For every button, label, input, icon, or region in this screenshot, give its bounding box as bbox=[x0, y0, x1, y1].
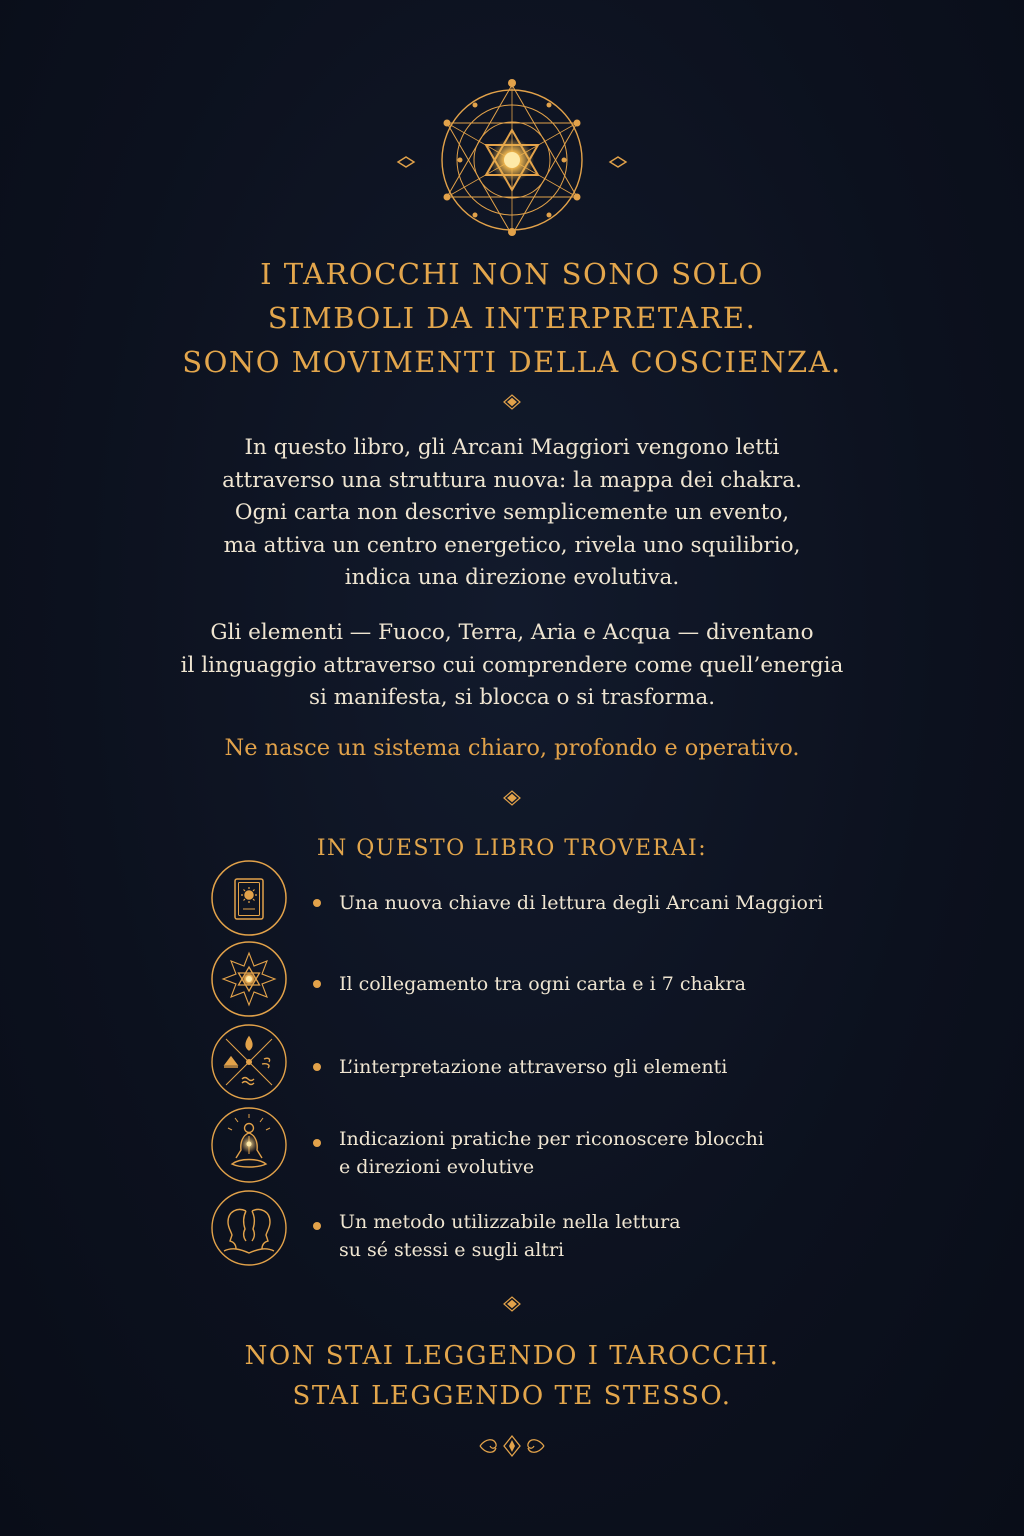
intro-paragraph-2-line: il linguaggio attraverso cui comprendere come quell’energia bbox=[180, 652, 844, 678]
bullet-dot bbox=[313, 1222, 321, 1230]
headline-line-3: SONO MOVIMENTI DELLA COSCIENZA. bbox=[182, 345, 842, 379]
chakra-star-icon bbox=[210, 940, 288, 1018]
ornamental-divider bbox=[0, 1294, 1024, 1314]
ornamental-divider bbox=[0, 788, 1024, 808]
list-item-line: su sé stessi e sugli altri bbox=[339, 1239, 565, 1261]
bullet-dot bbox=[313, 899, 321, 907]
bullet-dot bbox=[313, 1139, 321, 1147]
list-item-text: L’interpretazione attraverso gli elementi bbox=[339, 1056, 728, 1078]
list-item-line: Indicazioni pratiche per riconoscere blocchi bbox=[339, 1128, 764, 1150]
list-item bbox=[210, 940, 850, 1020]
intro-highlight: Ne nasce un sistema chiaro, profondo e operativo. bbox=[224, 735, 800, 761]
headline bbox=[0, 252, 1024, 384]
intro-paragraph-2-line: si manifesta, si blocca o si trasforma. bbox=[308, 685, 716, 710]
list-item-text bbox=[339, 1125, 764, 1181]
list-item bbox=[210, 859, 850, 939]
meditating-figure-icon bbox=[210, 1106, 288, 1184]
tarot-card-icon bbox=[210, 859, 288, 937]
headline-line-1: I TAROCCHI NON SONO SOLO bbox=[260, 257, 764, 291]
intro-paragraph-1-line: ma attiva un centro energetico, rivela uno squilibrio, bbox=[223, 532, 801, 558]
closing-statement bbox=[0, 1336, 1024, 1416]
list-item bbox=[210, 1106, 850, 1186]
closing-line-1: NON STAI LEGGENDO I TAROCCHI. bbox=[244, 1341, 780, 1371]
four-elements-icon bbox=[210, 1023, 288, 1101]
bottom-flourish-ornament bbox=[0, 1430, 1024, 1462]
closing-line-2: STAI LEGGENDO TE STESSO. bbox=[292, 1381, 732, 1411]
intro-paragraph-1-line: In questo libro, gli Arcani Maggiori vengono letti bbox=[244, 435, 780, 460]
list-item-line: e direzioni evolutive bbox=[339, 1156, 535, 1178]
intro-paragraph-1-line: Ogni carta non descrive semplicemente un evento, bbox=[234, 500, 790, 525]
features-title: IN QUESTO LIBRO TROVERAI: bbox=[316, 836, 708, 861]
intro-paragraph-1-line: attraverso una struttura nuova: la mappa dei chakra. bbox=[222, 467, 802, 493]
bullet-dot bbox=[313, 980, 321, 988]
intro-paragraph-2-line: Gli elementi — Fuoco, Terra, Aria e Acqua — diventano bbox=[210, 620, 814, 645]
intro-paragraph-1-line: indica una direzione evolutiva. bbox=[344, 565, 680, 590]
ornamental-divider bbox=[0, 392, 1024, 412]
list-item-text: Una nuova chiave di lettura degli Arcani Maggiori bbox=[339, 892, 824, 914]
two-faces-icon bbox=[210, 1189, 288, 1267]
list-item-text: Il collegamento tra ogni carta e i 7 chakra bbox=[339, 973, 746, 995]
list-item-line: Un metodo utilizzabile nella lettura bbox=[339, 1211, 681, 1233]
list-item bbox=[210, 1023, 850, 1103]
bullet-dot bbox=[313, 1063, 321, 1071]
intro-paragraph-1 bbox=[0, 432, 1024, 595]
sacred-geometry-emblem-icon bbox=[0, 0, 1024, 250]
intro-paragraph-2 bbox=[0, 617, 1024, 715]
list-item bbox=[210, 1189, 850, 1269]
headline-line-2: SIMBOLI DA INTERPRETARE. bbox=[267, 301, 757, 335]
list-item-text bbox=[339, 1208, 681, 1264]
